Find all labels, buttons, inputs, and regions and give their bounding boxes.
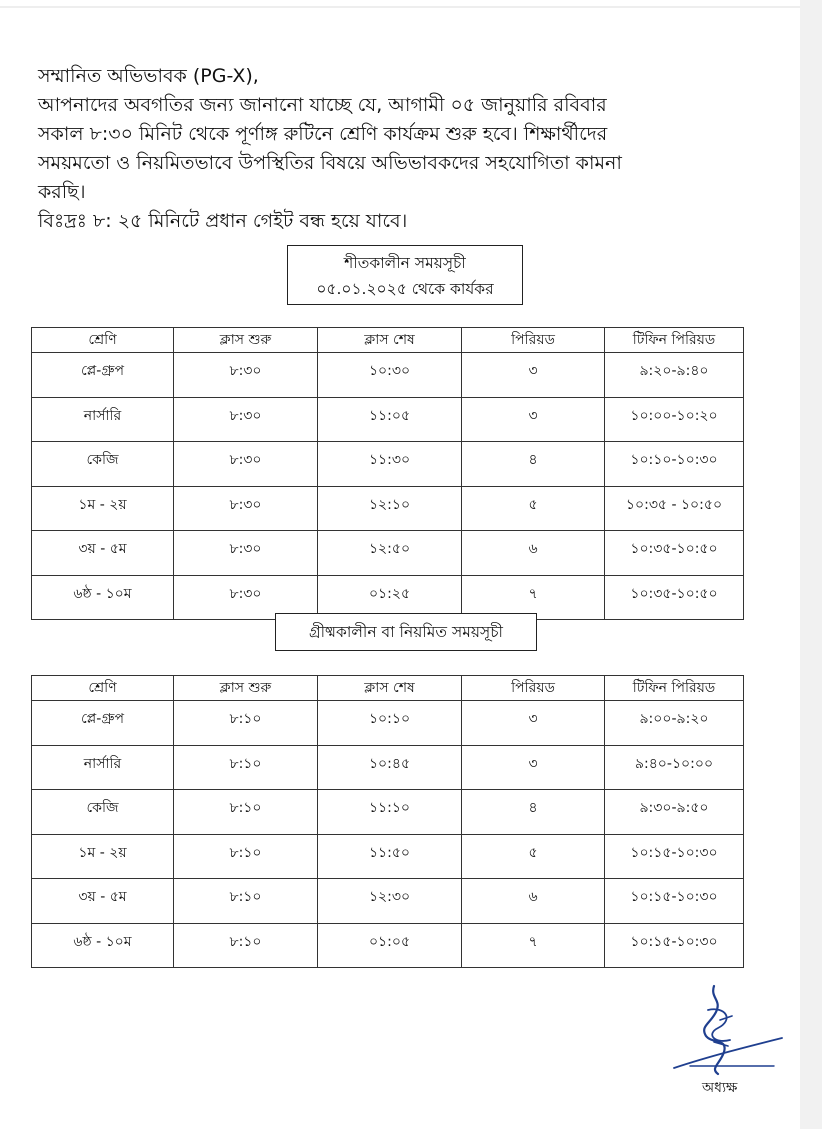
table-row (32, 531, 744, 576)
table-cell: ৫ (462, 834, 605, 879)
table-cell: ৮:৩০ (174, 442, 318, 487)
table-row (32, 834, 744, 879)
table-row (32, 442, 744, 487)
header-class-start: ক্লাস শুরু (174, 328, 318, 353)
table-cell: ৬ (462, 879, 605, 924)
table-cell: ১০:৩০ (318, 353, 462, 398)
table-row (32, 790, 744, 835)
summer-schedule-table (31, 675, 744, 968)
table-cell: ৬ষ্ঠ - ১০ম (32, 575, 174, 620)
table-cell: ৩ (462, 353, 605, 398)
table-cell: ৩য় - ৫ম (32, 879, 174, 924)
table-cell: ৮:৩০ (174, 353, 318, 398)
table-cell: ১ম - ২য় (32, 486, 174, 531)
table-cell: কেজি (32, 442, 174, 487)
table-cell: ৮:১০ (174, 745, 318, 790)
summer-schedule-title (275, 613, 537, 651)
notice-line: সময়মতো ও নিয়মিতভাবে উপস্থিতির বিষয়ে অভিভাবকদের সহযোগিতা কামনা (38, 152, 622, 174)
table-cell: ১২:৩০ (318, 879, 462, 924)
table-cell: ৪ (462, 790, 605, 835)
top-divider (0, 6, 800, 8)
table-cell: ১০:০০-১০:২০ (605, 397, 744, 442)
table-cell: ৮:৩০ (174, 397, 318, 442)
winter-schedule-table (31, 327, 744, 620)
winter-schedule-title (287, 245, 523, 305)
table-cell: ৭ (462, 575, 605, 620)
table-cell: ১০:১৫-১০:৩০ (605, 834, 744, 879)
table-cell: ৯:৩০-৯:৫০ (605, 790, 744, 835)
table-cell: ৮:১০ (174, 790, 318, 835)
table-cell: ৬ (462, 531, 605, 576)
notice-text (38, 62, 768, 236)
table-cell: ১১:০৫ (318, 397, 462, 442)
table-row (32, 745, 744, 790)
header-class-end: ক্লাস শেষ (318, 328, 462, 353)
table-header-row (32, 676, 744, 701)
right-margin-strip (800, 0, 822, 1129)
table-cell: ৩য় - ৫ম (32, 531, 174, 576)
table-cell: ৮:৩০ (174, 486, 318, 531)
table-row (32, 486, 744, 531)
table-cell: ০১:০৫ (318, 923, 462, 968)
table-cell: ৮:৩০ (174, 575, 318, 620)
summer-title: গ্রীষ্মকালীন বা নিয়মিত সময়সূচী (309, 623, 503, 641)
table-row (32, 879, 744, 924)
header-class: শ্রেণি (32, 676, 174, 701)
table-cell: ৮:১০ (174, 834, 318, 879)
header-class-start: ক্লাস শুরু (174, 676, 318, 701)
header-periods: পিরিয়ড (462, 328, 605, 353)
notice-line: আপনাদের অবগতির জন্য জানানো যাচ্ছে যে, আগামী ০৫ জানুয়ারি রবিবার (38, 94, 607, 116)
table-cell: ৮:১০ (174, 879, 318, 924)
table-cell: ১০:৩৫-১০:৫০ (605, 531, 744, 576)
table-row (32, 923, 744, 968)
table-cell: ১১:১০ (318, 790, 462, 835)
table-cell: ১১:৫০ (318, 834, 462, 879)
table-cell: ১০:৪৫ (318, 745, 462, 790)
table-cell: প্লে-গ্রুপ (32, 353, 174, 398)
table-cell: প্লে-গ্রুপ (32, 701, 174, 746)
table-cell: ১০:১০ (318, 701, 462, 746)
table-cell: নার্সারি (32, 397, 174, 442)
table-cell: ৩ (462, 397, 605, 442)
table-row (32, 353, 744, 398)
table-cell: কেজি (32, 790, 174, 835)
principal-signature (670, 980, 786, 1078)
table-cell: ৯:৪০-১০:০০ (605, 745, 744, 790)
table-cell: ৭ (462, 923, 605, 968)
table-cell: নার্সারি (32, 745, 174, 790)
table-cell: ০১:২৫ (318, 575, 462, 620)
table-cell: ১২:১০ (318, 486, 462, 531)
header-tiffin-period: টিফিন পিরিয়ড (605, 676, 744, 701)
table-cell: ১১:৩০ (318, 442, 462, 487)
table-cell: ১০:১৫-১০:৩০ (605, 879, 744, 924)
notice-footnote: বিঃদ্রঃ ৮: ২৫ মিনিটে প্রধান গেইট বন্ধ হয়ে যাবে। (38, 210, 408, 232)
notice-line: করছি। (38, 181, 86, 203)
table-cell: ৫ (462, 486, 605, 531)
header-class: শ্রেণি (32, 328, 174, 353)
header-class-end: ক্লাস শেষ (318, 676, 462, 701)
table-cell: ৯:২০-৯:৪০ (605, 353, 744, 398)
table-cell: ৩ (462, 701, 605, 746)
table-cell: ৬ষ্ঠ - ১০ম (32, 923, 174, 968)
table-cell: ৩ (462, 745, 605, 790)
notice-line: সকাল ৮:৩০ মিনিট থেকে পূর্ণাঙ্গ রুটিনে শ্রেণি কার্যক্রম শুরু হবে। শিক্ষার্থীদের (38, 123, 608, 145)
table-cell: ১ম - ২য় (32, 834, 174, 879)
winter-title: শীতকালীন সময়সূচী (344, 254, 466, 272)
header-tiffin-period: টিফিন পিরিয়ড (605, 328, 744, 353)
table-cell: ১০:১৫-১০:৩০ (605, 923, 744, 968)
table-cell: ৮:৩০ (174, 531, 318, 576)
table-cell: ১০:১০-১০:৩০ (605, 442, 744, 487)
table-cell: ৯:০০-৯:২০ (605, 701, 744, 746)
table-row (32, 397, 744, 442)
table-header-row (32, 328, 744, 353)
table-cell: ১২:৫০ (318, 531, 462, 576)
table-row (32, 701, 744, 746)
header-periods: পিরিয়ড (462, 676, 605, 701)
winter-effective-date: ০৫.০১.২০২৫ থেকে কার্যকর (316, 280, 494, 298)
signature-title: অধ্যক্ষ (702, 1080, 738, 1096)
table-cell: ৮:১০ (174, 923, 318, 968)
table-cell: ১০:৩৫ - ১০:৫০ (605, 486, 744, 531)
table-cell: ৮:১০ (174, 701, 318, 746)
table-cell: ৪ (462, 442, 605, 487)
table-cell: ১০:৩৫-১০:৫০ (605, 575, 744, 620)
notice-salutation: সম্মানিত অভিভাবক (PG-X), (38, 65, 259, 87)
